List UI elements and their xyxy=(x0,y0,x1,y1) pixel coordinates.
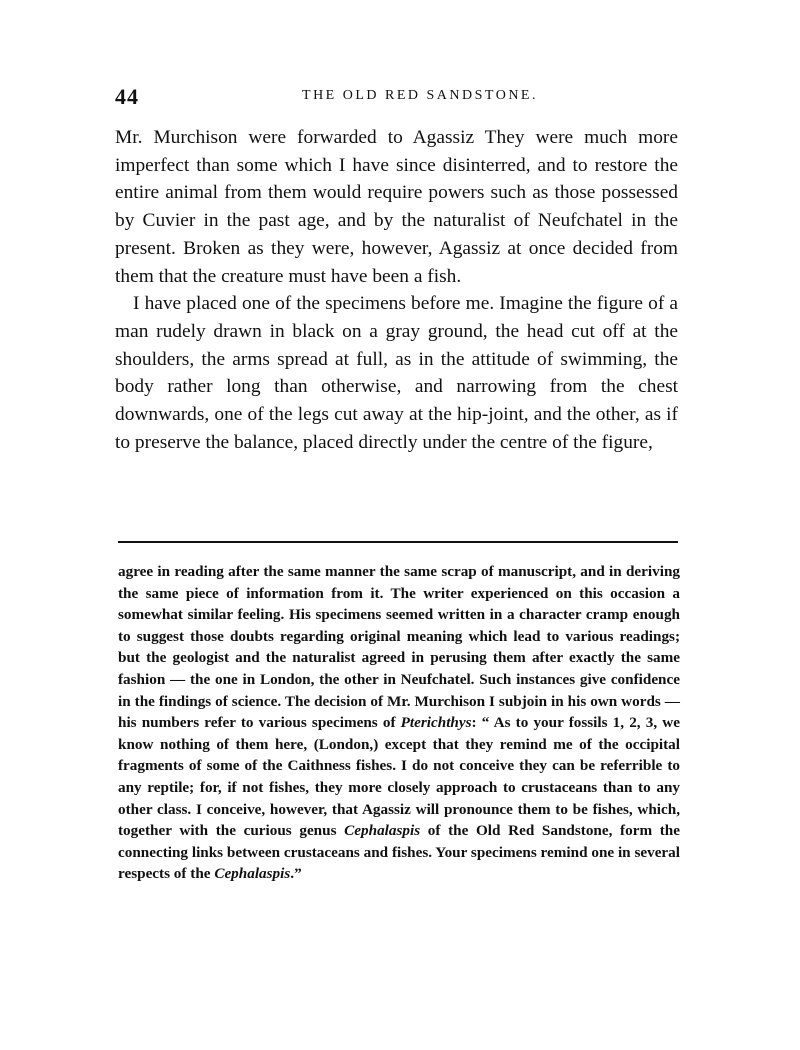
footnote-text: of the Old Red Sandstone, form the connecting links between crustaceans and fishes. Your specimens remind one in several respects of the xyxy=(118,822,680,883)
footnote-text: .” xyxy=(290,865,302,883)
footnote xyxy=(118,561,680,885)
footnote-italic-text: Pterichthys xyxy=(400,714,472,732)
body-text xyxy=(115,124,678,456)
running-head: THE OLD RED SANDSTONE. xyxy=(302,88,538,103)
footnote-text: agree in reading after the same manner the same scrap of manuscript, and in deriving the same piece of information from it. The writer experienced on this occasion a somewhat similar feeling. His specimens seemed written in a character cramp enough to suggest those doubts regarding original meaning which lead to various readings; but the geologist and the naturalist agreed in perusing them after exactly the same fashion — the one in London, the other in Neufchatel. Such instances give confidence in the findings of science. The decision of Mr. Murchison I subjoin in his own words — his numbers refer to various specimens of xyxy=(118,563,680,732)
footnote-rule xyxy=(118,541,678,543)
footnote-italic-text: Cephalaspis xyxy=(344,822,421,840)
paragraph: I have placed one of the specimens before me. Imagine the figure of a man rudely drawn in black on a gray ground, the head cut off at the shoulders, the arms spread at full, as in the attitude of swimming, the body rather long than otherwise, and narrowing from the chest downwards, one of the legs cut away at the hip-joint, and the other, as if to preserve the balance, placed directly under the centre of the figure, xyxy=(115,293,678,453)
paragraph: Mr. Murchison were forwarded to Agassiz They were much more imperfect than some which I have since disinterred, and to restore the entire animal from them would require powers such as those possessed by Cuvier in the past age, and by the naturalist of Neufchatel in the present. Broken as they were, however, Agassiz at once decided from them that the creature must have been a fish. xyxy=(115,127,678,287)
footnote-text: : “ As to your fossils 1, 2, 3, we know nothing of them here, (London,) except that they remind me of the occipital fragments of some of the Caithness fishes. I do not conceive they can be referrible to any reptile; for, if not fishes, they more closely approach to crustaceans than to any other class. I conceive, however, that Agassiz will pronounce them to be fishes, which, together with the curious genus xyxy=(118,714,680,840)
footnote-italic-text: Cephalaspis xyxy=(214,865,291,883)
page-number: 44 xyxy=(115,84,139,109)
